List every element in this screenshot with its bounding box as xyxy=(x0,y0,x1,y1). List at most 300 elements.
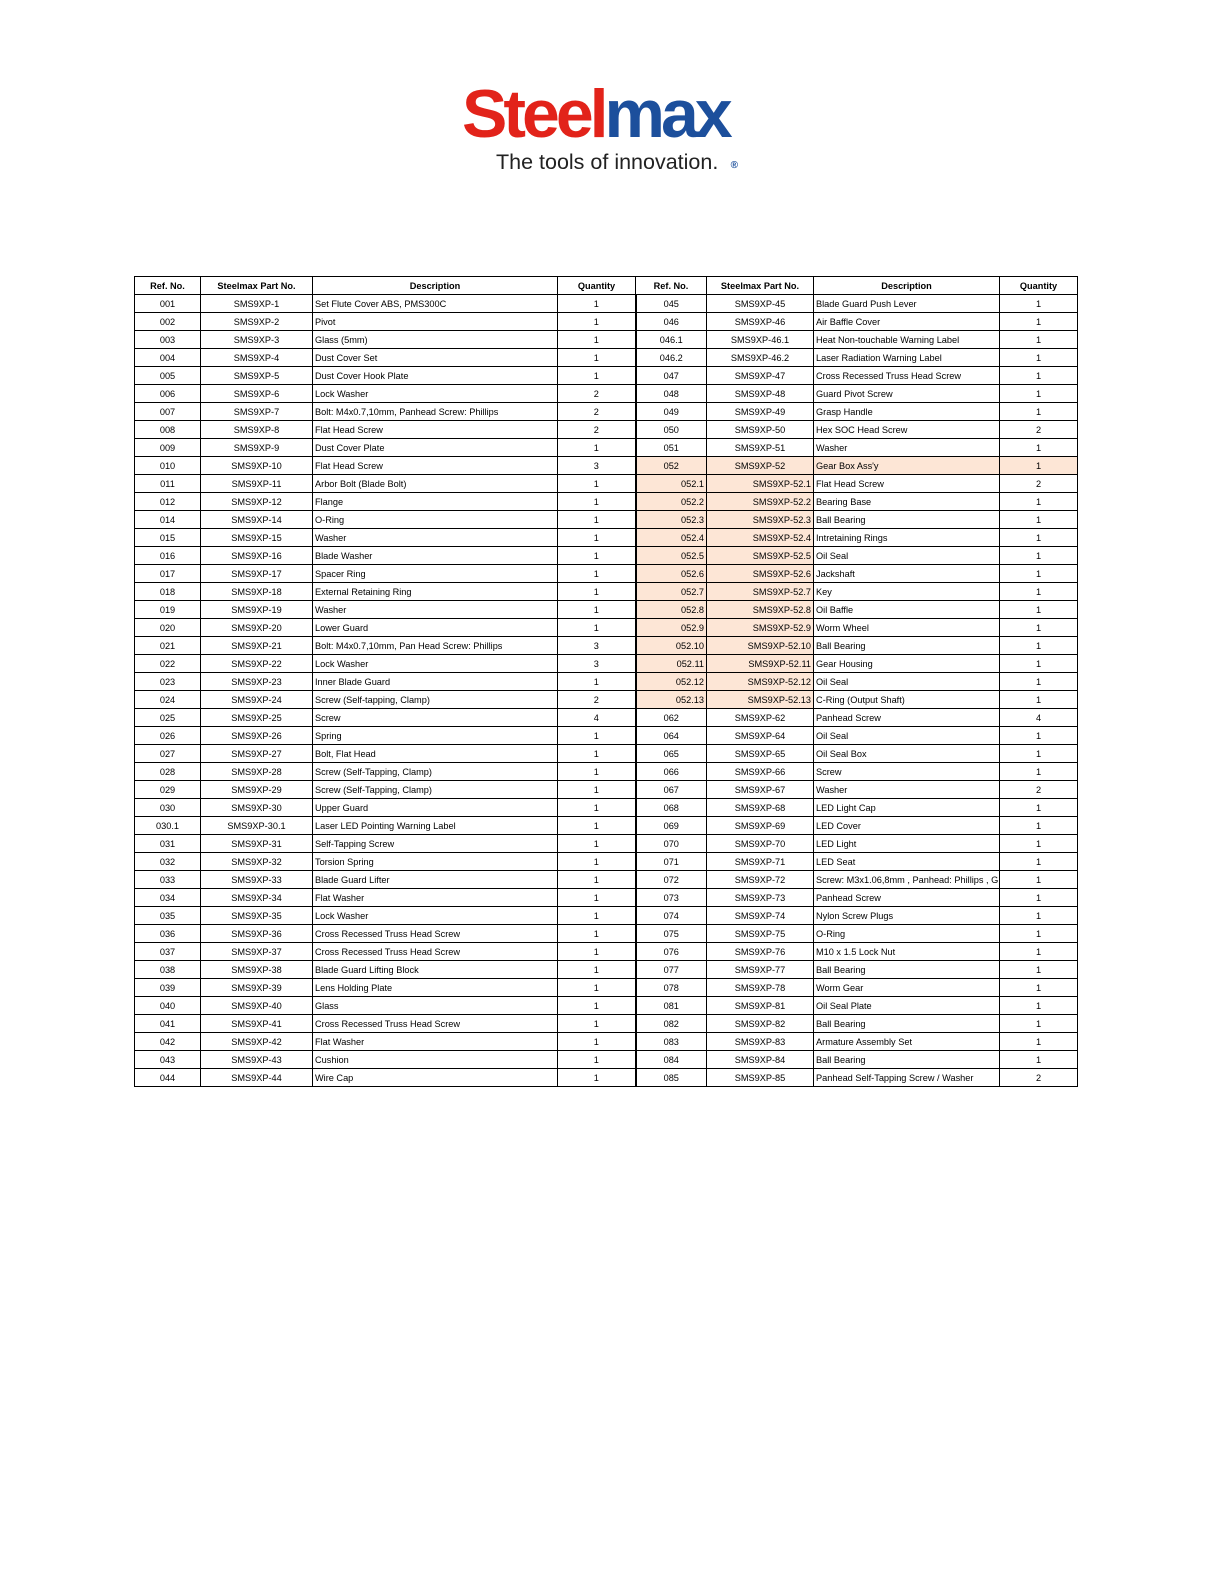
table-row xyxy=(135,673,1078,691)
table-row xyxy=(135,889,1078,907)
left-part-no-cell: SMS9XP-29 xyxy=(201,781,313,799)
right-quantity-cell: 2 xyxy=(1000,475,1078,493)
left-ref-no-cell: 039 xyxy=(135,979,201,997)
left-description-cell: Blade Guard Lifter xyxy=(313,871,558,889)
right-part-no-cell: SMS9XP-81 xyxy=(707,997,814,1015)
right-part-no-cell: SMS9XP-46.2 xyxy=(707,349,814,367)
left-part-no-cell: SMS9XP-15 xyxy=(201,529,313,547)
left-part-no-cell: SMS9XP-27 xyxy=(201,745,313,763)
right-part-no-cell: SMS9XP-76 xyxy=(707,943,814,961)
left-part-no-cell: SMS9XP-39 xyxy=(201,979,313,997)
left-ref-no-cell: 003 xyxy=(135,331,201,349)
right-description-cell: Ball Bearing xyxy=(814,1051,1000,1069)
table-row xyxy=(135,547,1078,565)
right-ref-no-cell: 072 xyxy=(636,871,707,889)
right-description-cell: Ball Bearing xyxy=(814,511,1000,529)
left-quantity-cell: 1 xyxy=(558,565,636,583)
left-description-cell: Lock Washer xyxy=(313,385,558,403)
left-description-cell: Arbor Bolt (Blade Bolt) xyxy=(313,475,558,493)
right-ref-no-cell: 075 xyxy=(636,925,707,943)
left-quantity-cell: 1 xyxy=(558,943,636,961)
left-quantity-cell: 1 xyxy=(558,583,636,601)
right-part-no-cell: SMS9XP-52.5 xyxy=(707,547,814,565)
left-ref-no-cell: 038 xyxy=(135,961,201,979)
left-ref-no-cell: 031 xyxy=(135,835,201,853)
left-ref-no-cell: 040 xyxy=(135,997,201,1015)
left-ref-no-cell: 018 xyxy=(135,583,201,601)
right-quantity-cell: 1 xyxy=(1000,835,1078,853)
table-row xyxy=(135,745,1078,763)
left-quantity-cell: 1 xyxy=(558,619,636,637)
left-quantity-cell: 1 xyxy=(558,295,636,313)
table-row xyxy=(135,709,1078,727)
right-quantity-cell: 2 xyxy=(1000,781,1078,799)
right-quantity-cell: 1 xyxy=(1000,295,1078,313)
right-quantity-cell: 1 xyxy=(1000,925,1078,943)
left-quantity-cell: 1 xyxy=(558,979,636,997)
right-ref-no-cell: 073 xyxy=(636,889,707,907)
right-quantity-cell: 1 xyxy=(1000,655,1078,673)
left-ref-no-cell: 034 xyxy=(135,889,201,907)
left-part-no-cell: SMS9XP-25 xyxy=(201,709,313,727)
right-quantity-cell: 1 xyxy=(1000,313,1078,331)
header-ref-no-right: Ref. No. xyxy=(636,277,707,295)
right-description-cell: Gear Box Ass'y xyxy=(814,457,1000,475)
left-quantity-cell: 1 xyxy=(558,1069,636,1087)
left-ref-no-cell: 021 xyxy=(135,637,201,655)
left-ref-no-cell: 001 xyxy=(135,295,201,313)
parts-list-table xyxy=(134,276,1078,1087)
left-description-cell: Lens Holding Plate xyxy=(313,979,558,997)
left-ref-no-cell: 037 xyxy=(135,943,201,961)
right-part-no-cell: SMS9XP-52.13 xyxy=(707,691,814,709)
table-row xyxy=(135,979,1078,997)
left-ref-no-cell: 019 xyxy=(135,601,201,619)
right-part-no-cell: SMS9XP-84 xyxy=(707,1051,814,1069)
right-ref-no-cell: 076 xyxy=(636,943,707,961)
table-row xyxy=(135,385,1078,403)
table-row xyxy=(135,997,1078,1015)
left-quantity-cell: 1 xyxy=(558,817,636,835)
left-description-cell: Washer xyxy=(313,601,558,619)
left-quantity-cell: 1 xyxy=(558,601,636,619)
left-ref-no-cell: 004 xyxy=(135,349,201,367)
table-row xyxy=(135,853,1078,871)
left-description-cell: Pivot xyxy=(313,313,558,331)
left-quantity-cell: 1 xyxy=(558,853,636,871)
right-description-cell: Cross Recessed Truss Head Screw xyxy=(814,367,1000,385)
table-row xyxy=(135,601,1078,619)
left-quantity-cell: 2 xyxy=(558,421,636,439)
right-ref-no-cell: 071 xyxy=(636,853,707,871)
right-part-no-cell: SMS9XP-45 xyxy=(707,295,814,313)
left-description-cell: Flat Washer xyxy=(313,1033,558,1051)
left-description-cell: Dust Cover Hook Plate xyxy=(313,367,558,385)
left-description-cell: Cushion xyxy=(313,1051,558,1069)
right-ref-no-cell: 070 xyxy=(636,835,707,853)
left-quantity-cell: 1 xyxy=(558,1015,636,1033)
right-quantity-cell: 1 xyxy=(1000,853,1078,871)
left-description-cell: Glass xyxy=(313,997,558,1015)
right-part-no-cell: SMS9XP-52.11 xyxy=(707,655,814,673)
right-part-no-cell: SMS9XP-48 xyxy=(707,385,814,403)
left-part-no-cell: SMS9XP-10 xyxy=(201,457,313,475)
right-ref-no-cell: 052.8 xyxy=(636,601,707,619)
right-quantity-cell: 1 xyxy=(1000,691,1078,709)
right-quantity-cell: 1 xyxy=(1000,439,1078,457)
left-part-no-cell: SMS9XP-28 xyxy=(201,763,313,781)
table-row xyxy=(135,457,1078,475)
left-description-cell: O-Ring xyxy=(313,511,558,529)
table-row xyxy=(135,583,1078,601)
right-part-no-cell: SMS9XP-82 xyxy=(707,1015,814,1033)
right-description-cell: Oil Baffle xyxy=(814,601,1000,619)
left-quantity-cell: 1 xyxy=(558,925,636,943)
left-part-no-cell: SMS9XP-14 xyxy=(201,511,313,529)
right-part-no-cell: SMS9XP-67 xyxy=(707,781,814,799)
left-part-no-cell: SMS9XP-18 xyxy=(201,583,313,601)
left-quantity-cell: 3 xyxy=(558,655,636,673)
right-quantity-cell: 1 xyxy=(1000,385,1078,403)
left-ref-no-cell: 028 xyxy=(135,763,201,781)
right-description-cell: LED Seat xyxy=(814,853,1000,871)
left-quantity-cell: 1 xyxy=(558,763,636,781)
table-row xyxy=(135,925,1078,943)
table-row xyxy=(135,961,1078,979)
left-quantity-cell: 2 xyxy=(558,691,636,709)
left-quantity-cell: 1 xyxy=(558,997,636,1015)
right-ref-no-cell: 052.5 xyxy=(636,547,707,565)
left-part-no-cell: SMS9XP-33 xyxy=(201,871,313,889)
left-part-no-cell: SMS9XP-40 xyxy=(201,997,313,1015)
left-description-cell: Dust Cover Plate xyxy=(313,439,558,457)
right-ref-no-cell: 082 xyxy=(636,1015,707,1033)
left-part-no-cell: SMS9XP-5 xyxy=(201,367,313,385)
right-part-no-cell: SMS9XP-75 xyxy=(707,925,814,943)
left-description-cell: Laser LED Pointing Warning Label xyxy=(313,817,558,835)
left-part-no-cell: SMS9XP-19 xyxy=(201,601,313,619)
right-ref-no-cell: 046.1 xyxy=(636,331,707,349)
right-description-cell: Oil Seal xyxy=(814,727,1000,745)
table-row xyxy=(135,907,1078,925)
right-ref-no-cell: 052.10 xyxy=(636,637,707,655)
table-row xyxy=(135,511,1078,529)
right-part-no-cell: SMS9XP-52.7 xyxy=(707,583,814,601)
left-part-no-cell: SMS9XP-2 xyxy=(201,313,313,331)
left-description-cell: Screw (Self-Tapping, Clamp) xyxy=(313,781,558,799)
left-ref-no-cell: 026 xyxy=(135,727,201,745)
right-description-cell: Intretaining Rings xyxy=(814,529,1000,547)
left-quantity-cell: 3 xyxy=(558,457,636,475)
left-description-cell: Dust Cover Set xyxy=(313,349,558,367)
right-ref-no-cell: 052.4 xyxy=(636,529,707,547)
right-description-cell: Flat Head Screw xyxy=(814,475,1000,493)
right-part-no-cell: SMS9XP-78 xyxy=(707,979,814,997)
right-description-cell: C-Ring (Output Shaft) xyxy=(814,691,1000,709)
right-description-cell: Bearing Base xyxy=(814,493,1000,511)
left-quantity-cell: 2 xyxy=(558,403,636,421)
right-quantity-cell: 2 xyxy=(1000,421,1078,439)
right-ref-no-cell: 069 xyxy=(636,817,707,835)
right-description-cell: Oil Seal xyxy=(814,547,1000,565)
left-ref-no-cell: 010 xyxy=(135,457,201,475)
left-quantity-cell: 1 xyxy=(558,799,636,817)
left-description-cell: Lock Washer xyxy=(313,655,558,673)
right-ref-no-cell: 077 xyxy=(636,961,707,979)
right-description-cell: Ball Bearing xyxy=(814,961,1000,979)
left-quantity-cell: 1 xyxy=(558,781,636,799)
right-quantity-cell: 1 xyxy=(1000,457,1078,475)
left-part-no-cell: SMS9XP-30.1 xyxy=(201,817,313,835)
left-description-cell: Screw xyxy=(313,709,558,727)
right-ref-no-cell: 049 xyxy=(636,403,707,421)
right-ref-no-cell: 045 xyxy=(636,295,707,313)
header-description-left: Description xyxy=(313,277,558,295)
table-row xyxy=(135,439,1078,457)
right-quantity-cell: 1 xyxy=(1000,511,1078,529)
right-description-cell: Worm Gear xyxy=(814,979,1000,997)
left-quantity-cell: 1 xyxy=(558,331,636,349)
left-description-cell: Flat Head Screw xyxy=(313,457,558,475)
left-ref-no-cell: 032 xyxy=(135,853,201,871)
right-ref-no-cell: 078 xyxy=(636,979,707,997)
header-quantity-left: Quantity xyxy=(558,277,636,295)
right-description-cell: Ball Bearing xyxy=(814,1015,1000,1033)
left-part-no-cell: SMS9XP-23 xyxy=(201,673,313,691)
right-quantity-cell: 1 xyxy=(1000,673,1078,691)
right-part-no-cell: SMS9XP-64 xyxy=(707,727,814,745)
right-description-cell: Heat Non-touchable Warning Label xyxy=(814,331,1000,349)
table-row xyxy=(135,367,1078,385)
left-part-no-cell: SMS9XP-32 xyxy=(201,853,313,871)
left-quantity-cell: 1 xyxy=(558,511,636,529)
table-row xyxy=(135,817,1078,835)
left-part-no-cell: SMS9XP-35 xyxy=(201,907,313,925)
table-row xyxy=(135,529,1078,547)
left-part-no-cell: SMS9XP-3 xyxy=(201,331,313,349)
right-ref-no-cell: 050 xyxy=(636,421,707,439)
table-row xyxy=(135,1033,1078,1051)
right-ref-no-cell: 065 xyxy=(636,745,707,763)
right-part-no-cell: SMS9XP-49 xyxy=(707,403,814,421)
left-quantity-cell: 1 xyxy=(558,727,636,745)
left-quantity-cell: 1 xyxy=(558,835,636,853)
header-ref-no-left: Ref. No. xyxy=(135,277,201,295)
left-part-no-cell: SMS9XP-12 xyxy=(201,493,313,511)
right-ref-no-cell: 052.11 xyxy=(636,655,707,673)
right-quantity-cell: 1 xyxy=(1000,1015,1078,1033)
right-part-no-cell: SMS9XP-52.12 xyxy=(707,673,814,691)
left-description-cell: Spring xyxy=(313,727,558,745)
left-quantity-cell: 1 xyxy=(558,529,636,547)
left-part-no-cell: SMS9XP-43 xyxy=(201,1051,313,1069)
right-description-cell: Washer xyxy=(814,439,1000,457)
left-description-cell: Glass (5mm) xyxy=(313,331,558,349)
right-description-cell: Oil Seal Box xyxy=(814,745,1000,763)
left-part-no-cell: SMS9XP-38 xyxy=(201,961,313,979)
left-description-cell: Torsion Spring xyxy=(313,853,558,871)
left-quantity-cell: 1 xyxy=(558,889,636,907)
right-ref-no-cell: 052.3 xyxy=(636,511,707,529)
table-row xyxy=(135,781,1078,799)
left-description-cell: Upper Guard xyxy=(313,799,558,817)
table-row xyxy=(135,835,1078,853)
left-part-no-cell: SMS9XP-17 xyxy=(201,565,313,583)
right-ref-no-cell: 052.13 xyxy=(636,691,707,709)
left-ref-no-cell: 022 xyxy=(135,655,201,673)
table-row xyxy=(135,475,1078,493)
right-part-no-cell: SMS9XP-85 xyxy=(707,1069,814,1087)
left-part-no-cell: SMS9XP-26 xyxy=(201,727,313,745)
table-row xyxy=(135,1069,1078,1087)
left-description-cell: Inner Blade Guard xyxy=(313,673,558,691)
left-ref-no-cell: 030.1 xyxy=(135,817,201,835)
right-description-cell: Oil Seal xyxy=(814,673,1000,691)
right-description-cell: O-Ring xyxy=(814,925,1000,943)
right-quantity-cell: 1 xyxy=(1000,817,1078,835)
table-row xyxy=(135,763,1078,781)
left-part-no-cell: SMS9XP-8 xyxy=(201,421,313,439)
left-ref-no-cell: 036 xyxy=(135,925,201,943)
left-description-cell: Lock Washer xyxy=(313,907,558,925)
header-quantity-right: Quantity xyxy=(1000,277,1078,295)
left-quantity-cell: 1 xyxy=(558,961,636,979)
left-ref-no-cell: 009 xyxy=(135,439,201,457)
right-description-cell: LED Light Cap xyxy=(814,799,1000,817)
logo-tagline: The tools of innovation. xyxy=(496,150,719,174)
left-description-cell: Bolt: M4x0.7,10mm, Panhead Screw: Phillips xyxy=(313,403,558,421)
table-row xyxy=(135,421,1078,439)
right-ref-no-cell: 052.2 xyxy=(636,493,707,511)
left-part-no-cell: SMS9XP-30 xyxy=(201,799,313,817)
right-quantity-cell: 1 xyxy=(1000,799,1078,817)
right-ref-no-cell: 048 xyxy=(636,385,707,403)
right-part-no-cell: SMS9XP-52.4 xyxy=(707,529,814,547)
right-ref-no-cell: 046.2 xyxy=(636,349,707,367)
table-row xyxy=(135,871,1078,889)
left-part-no-cell: SMS9XP-6 xyxy=(201,385,313,403)
left-description-cell: Blade Guard Lifting Block xyxy=(313,961,558,979)
right-quantity-cell: 1 xyxy=(1000,637,1078,655)
left-part-no-cell: SMS9XP-21 xyxy=(201,637,313,655)
left-ref-no-cell: 002 xyxy=(135,313,201,331)
left-quantity-cell: 3 xyxy=(558,637,636,655)
header-part-no-right: Steelmax Part No. xyxy=(707,277,814,295)
left-quantity-cell: 1 xyxy=(558,475,636,493)
header-part-no-left: Steelmax Part No. xyxy=(201,277,313,295)
right-ref-no-cell: 062 xyxy=(636,709,707,727)
right-quantity-cell: 1 xyxy=(1000,349,1078,367)
left-ref-no-cell: 015 xyxy=(135,529,201,547)
steelmax-logo xyxy=(462,76,762,180)
right-ref-no-cell: 052.6 xyxy=(636,565,707,583)
right-quantity-cell: 1 xyxy=(1000,331,1078,349)
right-description-cell: M10 x 1.5 Lock Nut xyxy=(814,943,1000,961)
left-description-cell: Flat Head Screw xyxy=(313,421,558,439)
left-quantity-cell: 1 xyxy=(558,907,636,925)
right-quantity-cell: 1 xyxy=(1000,601,1078,619)
left-ref-no-cell: 044 xyxy=(135,1069,201,1087)
left-description-cell: Lower Guard xyxy=(313,619,558,637)
left-ref-no-cell: 043 xyxy=(135,1051,201,1069)
left-description-cell: Spacer Ring xyxy=(313,565,558,583)
header-description-right: Description xyxy=(814,277,1000,295)
right-description-cell: LED Cover xyxy=(814,817,1000,835)
left-ref-no-cell: 017 xyxy=(135,565,201,583)
right-description-cell: Laser Radiation Warning Label xyxy=(814,349,1000,367)
left-quantity-cell: 1 xyxy=(558,349,636,367)
left-ref-no-cell: 033 xyxy=(135,871,201,889)
right-part-no-cell: SMS9XP-50 xyxy=(707,421,814,439)
right-part-no-cell: SMS9XP-52.2 xyxy=(707,493,814,511)
right-part-no-cell: SMS9XP-66 xyxy=(707,763,814,781)
right-part-no-cell: SMS9XP-72 xyxy=(707,871,814,889)
left-ref-no-cell: 029 xyxy=(135,781,201,799)
right-part-no-cell: SMS9XP-74 xyxy=(707,907,814,925)
left-part-no-cell: SMS9XP-31 xyxy=(201,835,313,853)
right-part-no-cell: SMS9XP-52.8 xyxy=(707,601,814,619)
right-quantity-cell: 2 xyxy=(1000,1069,1078,1087)
right-description-cell: Nylon Screw Plugs xyxy=(814,907,1000,925)
table-row xyxy=(135,691,1078,709)
right-ref-no-cell: 052.12 xyxy=(636,673,707,691)
right-description-cell: Grasp Handle xyxy=(814,403,1000,421)
right-ref-no-cell: 052.9 xyxy=(636,619,707,637)
right-quantity-cell: 1 xyxy=(1000,547,1078,565)
right-part-no-cell: SMS9XP-77 xyxy=(707,961,814,979)
left-part-no-cell: SMS9XP-16 xyxy=(201,547,313,565)
left-description-cell: Cross Recessed Truss Head Screw xyxy=(313,925,558,943)
left-description-cell: Screw (Self-tapping, Clamp) xyxy=(313,691,558,709)
right-quantity-cell: 1 xyxy=(1000,619,1078,637)
right-quantity-cell: 1 xyxy=(1000,763,1078,781)
table-row xyxy=(135,1051,1078,1069)
left-part-no-cell: SMS9XP-4 xyxy=(201,349,313,367)
left-description-cell: Washer xyxy=(313,529,558,547)
table-row xyxy=(135,799,1078,817)
left-description-cell: Cross Recessed Truss Head Screw xyxy=(313,943,558,961)
left-ref-no-cell: 023 xyxy=(135,673,201,691)
right-quantity-cell: 1 xyxy=(1000,997,1078,1015)
right-part-no-cell: SMS9XP-62 xyxy=(707,709,814,727)
right-quantity-cell: 1 xyxy=(1000,889,1078,907)
right-ref-no-cell: 085 xyxy=(636,1069,707,1087)
right-quantity-cell: 1 xyxy=(1000,367,1078,385)
table-row xyxy=(135,1015,1078,1033)
left-ref-no-cell: 012 xyxy=(135,493,201,511)
right-description-cell: Key xyxy=(814,583,1000,601)
right-description-cell: Oil Seal Plate xyxy=(814,997,1000,1015)
left-ref-no-cell: 027 xyxy=(135,745,201,763)
left-description-cell: Bolt: M4x0.7,10mm, Pan Head Screw: Phillips xyxy=(313,637,558,655)
left-description-cell: Set Flute Cover ABS, PMS300C xyxy=(313,295,558,313)
right-description-cell: Gear Housing xyxy=(814,655,1000,673)
right-part-no-cell: SMS9XP-70 xyxy=(707,835,814,853)
right-description-cell: Blade Guard Push Lever xyxy=(814,295,1000,313)
table-row xyxy=(135,313,1078,331)
right-description-cell: Guard Pivot Screw xyxy=(814,385,1000,403)
right-part-no-cell: SMS9XP-46.1 xyxy=(707,331,814,349)
right-ref-no-cell: 052 xyxy=(636,457,707,475)
left-part-no-cell: SMS9XP-36 xyxy=(201,925,313,943)
left-description-cell: Flat Washer xyxy=(313,889,558,907)
left-part-no-cell: SMS9XP-11 xyxy=(201,475,313,493)
left-ref-no-cell: 030 xyxy=(135,799,201,817)
right-description-cell: Panhead Screw xyxy=(814,889,1000,907)
table-row xyxy=(135,943,1078,961)
left-ref-no-cell: 020 xyxy=(135,619,201,637)
right-ref-no-cell: 067 xyxy=(636,781,707,799)
